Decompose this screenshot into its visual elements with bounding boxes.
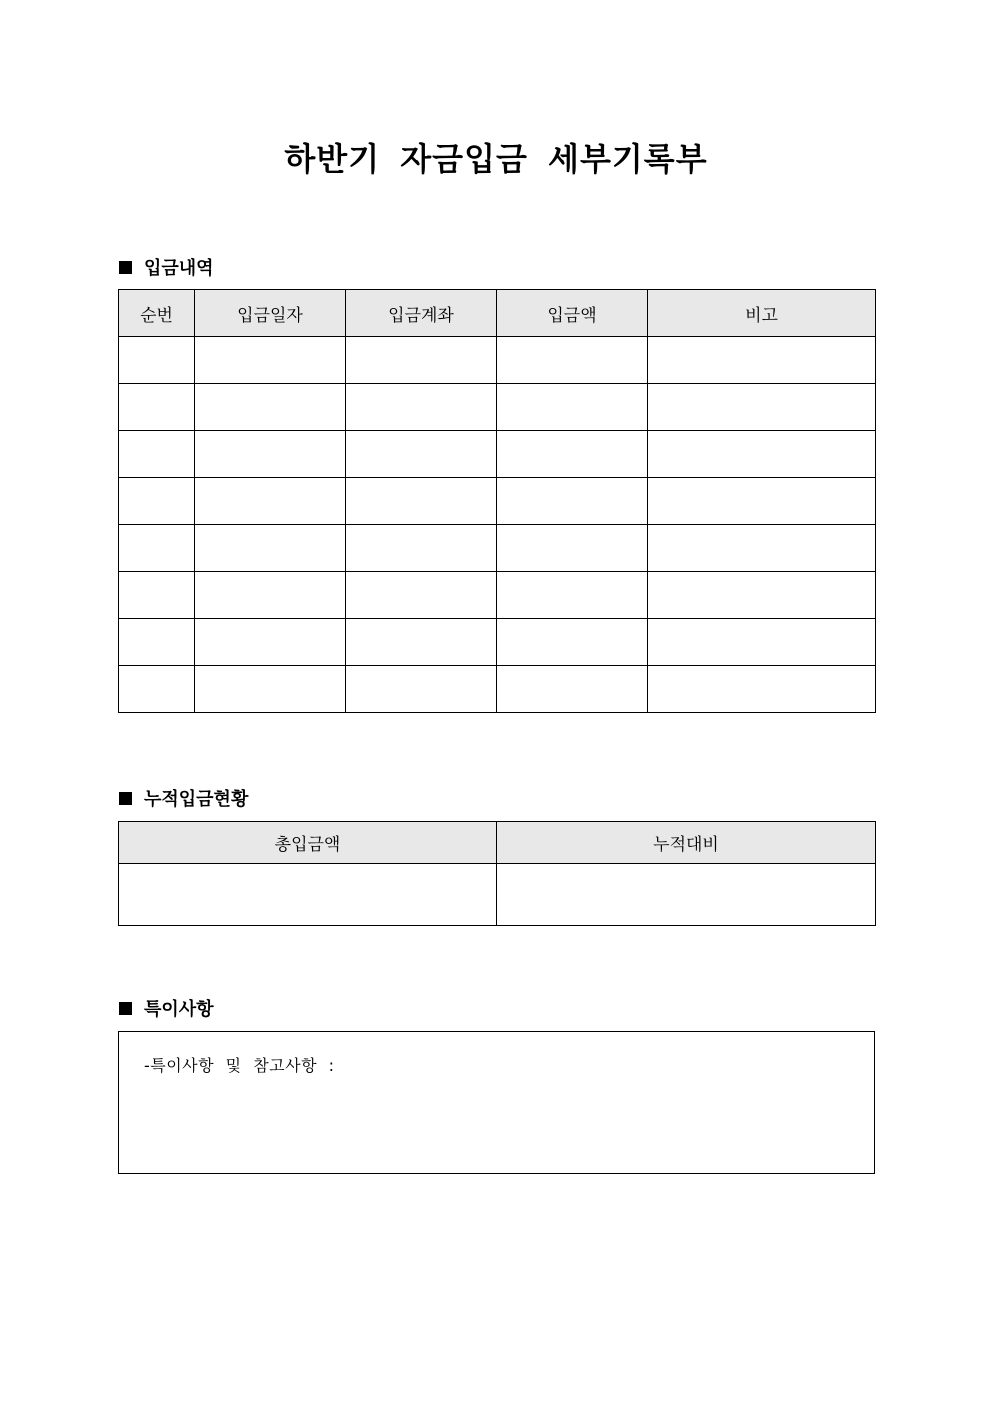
table-cell[interactable] [119,384,195,431]
table-row [119,864,876,926]
table-cell[interactable] [648,384,876,431]
cumulative-section-title: 누적입금현황 [144,789,249,810]
page-title: 하반기 자금입금 세부기록부 [284,140,708,178]
square-bullet-icon [119,792,132,805]
table-cell[interactable] [648,337,876,384]
square-bullet-icon [119,261,132,274]
deposit-section-title: 입금내역 [144,258,214,279]
table-cell[interactable] [346,337,497,384]
column-header-account: 입금계좌 [346,290,497,337]
table-row [119,572,876,619]
notes-section-title: 특이사항 [144,999,214,1020]
table-cell[interactable] [195,337,346,384]
table-cell[interactable] [497,666,648,713]
deposit-table [118,289,876,713]
table-row [119,337,876,384]
column-header-cumulative-ratio: 누적대비 [497,822,876,864]
table-cell[interactable] [497,384,648,431]
table-row [119,384,876,431]
table-cell[interactable] [195,384,346,431]
table-cell[interactable] [497,431,648,478]
table-cell[interactable] [119,431,195,478]
table-row [119,666,876,713]
table-cell[interactable] [648,431,876,478]
cumulative-table [118,821,876,926]
notes-box[interactable] [118,1031,875,1174]
table-cell[interactable] [195,619,346,666]
table-cell[interactable] [648,666,876,713]
table-cell[interactable] [346,525,497,572]
table-cell[interactable] [346,478,497,525]
table-cell[interactable] [497,619,648,666]
table-cell[interactable] [497,478,648,525]
column-header-seq: 순번 [119,290,195,337]
notes-section-heading [119,995,214,1021]
table-cell[interactable] [648,478,876,525]
square-bullet-icon [119,1002,132,1015]
table-cell[interactable] [346,431,497,478]
table-cell[interactable] [648,525,876,572]
deposit-header-row [119,290,876,337]
table-row [119,525,876,572]
table-cell[interactable] [119,666,195,713]
cumulative-section-heading [119,785,248,811]
cumulative-header-row [119,822,876,864]
table-cell[interactable] [195,572,346,619]
table-row [119,431,876,478]
table-cell[interactable] [346,619,497,666]
table-cell[interactable] [497,337,648,384]
table-cell[interactable] [648,572,876,619]
column-header-date: 입금일자 [195,290,346,337]
table-cell[interactable] [497,572,648,619]
table-cell[interactable] [195,525,346,572]
table-cell[interactable] [648,619,876,666]
table-row [119,619,876,666]
table-cell[interactable] [119,619,195,666]
table-cell[interactable] [346,384,497,431]
table-cell[interactable] [119,478,195,525]
table-cell[interactable] [119,337,195,384]
table-cell[interactable] [195,478,346,525]
column-header-amount: 입금액 [497,290,648,337]
table-cell[interactable] [119,525,195,572]
cumulative-ratio-cell[interactable] [497,864,876,926]
column-header-remarks: 비고 [648,290,876,337]
table-cell[interactable] [346,572,497,619]
notes-label: -특이사항 및 참고사항 : [144,1056,335,1075]
table-row [119,478,876,525]
table-cell[interactable] [195,431,346,478]
deposit-section-heading [119,254,214,280]
table-cell[interactable] [195,666,346,713]
table-cell[interactable] [497,525,648,572]
total-deposit-cell[interactable] [119,864,497,926]
table-cell[interactable] [346,666,497,713]
table-cell[interactable] [119,572,195,619]
column-header-total-deposit: 총입금액 [119,822,497,864]
